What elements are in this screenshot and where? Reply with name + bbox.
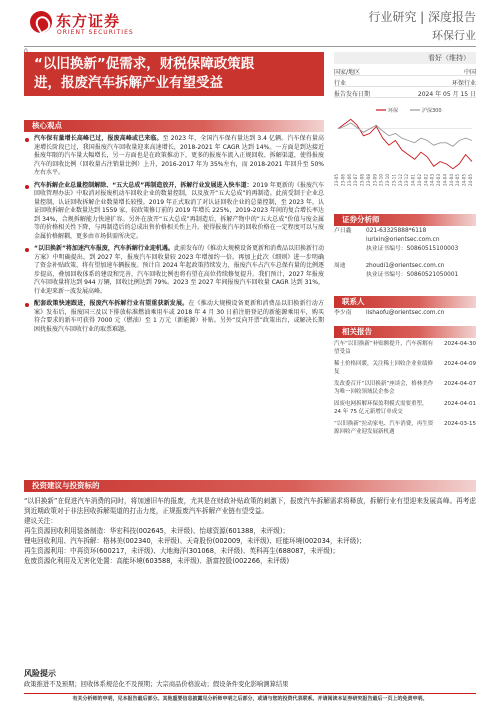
x-tick-label: 24-04 <box>448 174 454 187</box>
x-tick-label: 24-03 <box>429 174 435 187</box>
info-value: 中国 <box>463 69 476 76</box>
investment-advice-body <box>24 496 476 566</box>
advice-line-3: 再生资源利用：中再资环(600217，未评级)、大地海洋(301068，未评级)、英科再生(688087，未评级)； <box>24 547 340 555</box>
advice-line-2: 锂电回收利用、汽车拆解：格林美(002340，未评级)、天奇股份(002009，未评级)、旺能环境(002034，未评级)； <box>24 537 366 545</box>
related-report-title[interactable]: 稀土价格回暖，关注稀土回收企业业绩修复 <box>334 361 434 375</box>
related-report-title[interactable]: “以旧换新”拉动家电、汽车消费，再生资源回收产业迎发展新机遇 <box>334 421 434 435</box>
x-tick-label: 24-01 <box>410 174 416 187</box>
core-view-heading: 核心观点 <box>24 120 324 132</box>
investment-advice-heading: 投资建议与投资标的 <box>24 480 476 492</box>
info-value: 环保行业 <box>451 80 476 87</box>
performance-chart <box>334 105 476 200</box>
advice-label: 建议关注： <box>24 517 57 525</box>
core-point-1 <box>24 135 324 178</box>
analyst-email[interactable]: zhoudi1@orientsec.com.cn <box>366 263 445 269</box>
related-report-date: 2024-03-15 <box>444 421 476 427</box>
x-tick-label: 24-04 <box>442 174 448 187</box>
analyst-cert: 执业证书编号：S0860521050001 <box>366 272 459 278</box>
related-report-item[interactable] <box>334 340 476 356</box>
related-report-date: 2024-04-30 <box>444 341 476 347</box>
related-report-date: 2024-04-01 <box>444 401 476 407</box>
report-title <box>24 52 324 96</box>
core-point-2-text: 2019 年更新的《报废汽车回收管理办法》中取消对报废机动车回收企业的数量控制，以及放开“五大总成”的再制造。此前受制于企业总量控制，认证回收拆解企业数量增长较慢。2019 年正式取消了对认证回收企业的总量控制，至 2023 年，认证回收拆解企业数量达到 1559 家，较政策修订前的 2019 年增长 225%，2019-2023 年间的复合增长率达到 34%，合规拆解能力快速扩容。另外在放开“五大总成”再制造后，拆解产物中的“五大总成”价值与废金属等的价格相关性下降，与再制造后的总成出售价格相关性上升。使得报废汽车的回收价格在一定程度可以与废金属价格解耦，更多由市场供需所决定。 <box>34 181 324 240</box>
x-tick-label: 24-05 <box>455 174 461 187</box>
orient-securities-logo-icon <box>30 11 52 33</box>
chart-legend <box>376 107 442 114</box>
core-point-4-lead: 配套政策快速跟进，报废汽车拆解行业有望重获新发展。 <box>34 300 189 307</box>
series-line-env <box>338 119 472 168</box>
contact-person <box>334 309 476 318</box>
x-tick-label: 23-06 <box>346 174 352 187</box>
core-view-body <box>24 135 324 338</box>
chart-x-ticks <box>334 174 473 187</box>
info-row <box>334 67 476 76</box>
analyst-name: 卢日鑫 <box>334 228 352 234</box>
core-point-1-lead: 汽车保有量增长高峰已过，报废高峰或已来临。 <box>34 135 163 142</box>
core-point-2 <box>24 182 324 242</box>
legend-label-hs300: 沪深300 <box>422 108 442 114</box>
related-reports-list <box>334 340 476 440</box>
core-point-3-text: 此前发布的《推动大规模设备更新和消费品以旧换新行动方案》中明确提出，到 2027 年，报废汽车回收量较 2023 年增加约一倍。再加上此次《细则》进一步明确了资金补贴政策，将有望加速车辆报废。预计自 2024 年起政策持续发力，报废汽车占汽车总保有量的比例逐步提高，叠加回收体系的建设和完善，汽车回收比例也将有望在高位持续修复提升。我们预计，2027 年报废汽车回收量将达到 944 万辆，回收比例达到 79%。2023 至 2027 年间报废汽车回收量 CAGR 达到 31%，行业迎来新一波发展高峰。 <box>34 245 324 295</box>
x-tick-label: 23-11 <box>391 174 397 187</box>
analyst-email[interactable]: lurixin@orientsec.com.cn <box>366 237 440 243</box>
related-reports-heading: 相关报告 <box>334 326 476 338</box>
contact-name: 李少南 <box>334 310 352 316</box>
x-tick-label: 23-12 <box>404 174 410 187</box>
x-tick-label: 23-08 <box>365 174 371 187</box>
analyst-cert: 执业证书编号：S0860515100003 <box>366 246 459 252</box>
analyst-heading: 证券分析师 <box>334 214 476 226</box>
related-report-date: 2024-04-09 <box>444 361 476 367</box>
analyst-name: 周迪 <box>334 263 346 269</box>
risk-heading: 风险提示 <box>24 669 56 678</box>
advice-line-1: 再生资源回收利用装备制造：华宏科技(002645，未评级)、怡球资源(601388，未评级)； <box>24 527 290 535</box>
brand-name-en: ORIENT SECURITIES <box>57 29 134 36</box>
info-row <box>334 78 476 87</box>
core-point-1-text: 至 2023 年，全国汽车保有量达到 3.4 亿辆。汽车保有量高速增长阶段已过，我国报废汽车回收量迎来高速增长，2018-2021 年 CAGR 达到 14%。一方面是到达接近报废年限的汽车量大幅增长，另一方面也是在政策推动下，更多的报废车流入正规回收、拆解渠道，使得报废汽车的回收比例（回收量占注销量比例）上升，2016-2017 年为 35%左右，而 2018-2021 年回升至 50%左右水平。 <box>34 135 324 176</box>
core-point-2-lead: 汽车拆解企业总量控制解除、“五大总成”再制造放开，拆解行业发展进入快车道： <box>34 181 253 189</box>
x-tick-label: 23-06 <box>340 174 346 187</box>
analyst-1 <box>334 227 476 254</box>
related-report-title[interactable]: 发改委召开“以旧换新”座谈会，格林美作为唯一回收领域民企参会 <box>334 381 434 395</box>
title-line-1: “以旧换新”促需求，财税保障政策跟 <box>34 56 255 72</box>
risk-body: 政策推进不及预期；回收体系规范化不及预期；大宗商品价格波动；假设条件变化影响测算结果 <box>24 681 289 688</box>
header-divider <box>24 46 476 47</box>
x-tick-label: 23-05 <box>334 174 339 187</box>
related-report-title[interactable]: 固废电网拆解环保盈利模式需要重塑，24 年 75 亿元新增订单成交 <box>334 401 428 415</box>
report-industry: 环保行业 <box>432 29 476 42</box>
chart-lines <box>338 119 472 168</box>
advice-intro: “以旧换新”在促进汽车消费的同时，将加速旧车的报废，尤其是在财政补贴政策的刺激下，报废汽车拆解需求将释放，拆解行业有望迎来发展高峰。再考虑到近期政策对于非法回收拆解渠道的打击力度，正规报废汽车拆解产业链有望受益。 <box>24 497 476 515</box>
report-header <box>0 0 500 46</box>
info-row <box>334 89 476 98</box>
title-line-2: 进，报废汽车拆解产业有望受益 <box>34 75 223 91</box>
x-tick-label: 24-05 <box>468 174 473 187</box>
contact-email[interactable]: lishaofu@orientsec.com.cn <box>366 310 445 316</box>
analyst-phone: 021-63325888*6118 <box>366 228 427 234</box>
report-type: 行业研究 | 深度报告 <box>368 10 476 24</box>
x-tick-label: 23-10 <box>385 174 391 187</box>
x-tick-label: 23-09 <box>372 174 378 187</box>
info-key: 行业 <box>334 80 347 87</box>
contact-heading: 联系人 <box>334 296 476 308</box>
info-key: 国家/地区 <box>334 69 361 76</box>
rating-badge <box>334 52 476 64</box>
x-tick-label: 23-08 <box>359 174 365 187</box>
related-report-date: 2024-04-07 <box>444 381 476 387</box>
info-table <box>334 67 476 100</box>
footer-divider <box>24 693 476 694</box>
x-tick-label: 24-03 <box>436 174 442 187</box>
footer-disclaimer: 有关分析师的申明，见本报告最后部分。其他重要信息披露见分析师申明之后部分，或请与您的投资代表联系。并请阅读本证券研究报告最后一页上的免责申明。 <box>72 696 428 702</box>
core-point-3 <box>24 245 324 296</box>
performance-chart-svg <box>334 105 476 200</box>
analyst-2 <box>334 262 476 280</box>
x-tick-label: 24-02 <box>416 174 422 187</box>
info-key: 报告发布日期 <box>334 91 371 98</box>
core-point-3-lead: “以旧换新”将加速汽车报废，汽车拆解行业迎机遇。 <box>34 245 174 252</box>
related-report-title[interactable]: 汽车“以旧换新”补贴额提升，汽车拆解有望受益 <box>334 341 434 355</box>
x-tick-label: 23-10 <box>378 174 384 187</box>
x-tick-label: 23-07 <box>353 174 359 187</box>
x-tick-label: 24-02 <box>423 174 429 187</box>
legend-label-env: 环保 <box>388 108 399 114</box>
related-report-item[interactable] <box>334 360 476 376</box>
related-report-item[interactable] <box>334 380 476 396</box>
x-tick-label: 24-05 <box>461 174 467 187</box>
advice-line-4: 危废资源化利用及无害化处置：高能环境(603588，未评级)、浙富控股(002266，未评级) <box>24 557 290 565</box>
info-value: 2024 年 05 月 15 日 <box>417 91 476 98</box>
brand-name: 东方证券 <box>56 12 121 30</box>
rating-label: 看好（维持） <box>428 54 470 62</box>
x-tick-label: 23-12 <box>397 174 403 187</box>
core-point-4-text: 在《推动大规模设备更新和消费品以旧换新行动方案》发布后，报废国三及以下排放标准燃油乘用车或 2018 年 4 月 30 日前注册登记的新能源乘用车，购买符合要求的新车可获得 7000 元（燃油）至 1 万元（新能源）补贴。另外“反向开票”政策出台，或解决长期困扰报废汽车回收行业的取票难题。 <box>34 300 324 333</box>
related-report-item[interactable] <box>334 400 476 416</box>
core-point-4 <box>24 300 324 334</box>
related-report-item[interactable] <box>334 420 476 436</box>
